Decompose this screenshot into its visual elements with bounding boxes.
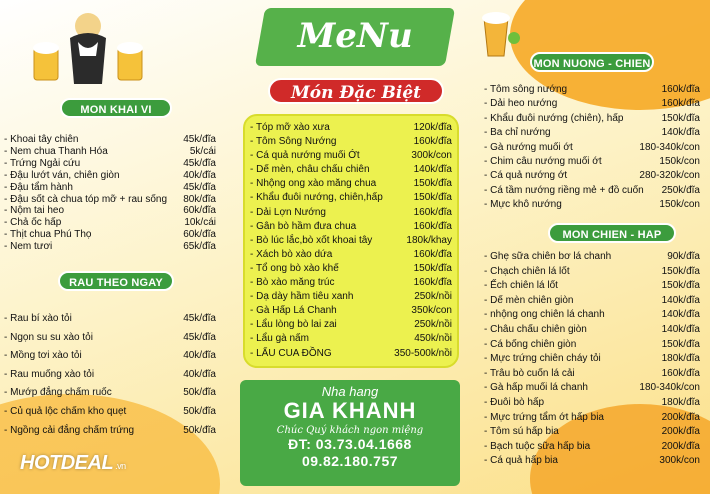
menu-item-name: - Tôm Sông Nướng: [250, 135, 336, 149]
menu-item-price: 45k/đĩa: [183, 134, 216, 145]
menu-item-name: - Tôm sú hấp bia: [484, 425, 559, 440]
menu-item: [484, 279, 700, 294]
menu-item-name: - Ếch chiên lá lốt: [484, 279, 558, 294]
menu-item: [484, 112, 700, 126]
menu-item: [4, 422, 216, 441]
menu-item: [250, 149, 452, 163]
menu-item: [250, 332, 452, 346]
menu-item: [484, 352, 700, 367]
menu-item: [484, 265, 700, 280]
menu-item: [484, 141, 700, 155]
menu-item-name: - Bò xào măng trúc: [250, 276, 334, 290]
menu-item-name: - Tóp mỡ xào xưa: [250, 121, 330, 135]
menu-item-name: - Tôm sông nướng: [484, 83, 567, 97]
menu-item-name: - Gà nướng muối ớt: [484, 141, 573, 155]
menu-item: [250, 262, 452, 276]
menu-item-name: - Trứng Ngải cứu: [4, 158, 80, 170]
menu-item-price: 200k/đĩa: [661, 411, 700, 423]
menu-item-name: - Thịt chua Phú Thọ: [4, 229, 91, 241]
menu-item-price: 180k/khay: [406, 234, 452, 246]
menu-item: [484, 184, 700, 198]
menu-item: [250, 163, 452, 177]
menu-item-name: - Dế mèn, châu chấu chiên: [250, 163, 370, 177]
menu-item-name: - Mực trứng tẩm ớt hấp bia: [484, 411, 604, 426]
menu-item-name: - Chạch chiên lá lốt: [484, 265, 570, 280]
menu-item-price: 60k/đĩa: [183, 229, 216, 241]
menu-item: [484, 425, 700, 440]
beer-glass-icon: [470, 8, 524, 60]
menu-item: [4, 403, 216, 422]
menu-item-name: - Nộm tai heo: [4, 205, 64, 217]
beer-girl-icon: [28, 8, 148, 88]
menu-item-name: - Mực khô nướng: [484, 198, 562, 212]
menu-item-price: 450k/nồi: [414, 333, 452, 345]
menu-item: [4, 329, 216, 348]
menu-item-name: - Rau bí xào tỏi: [4, 310, 72, 329]
menu-item-price: 300k/con: [659, 455, 700, 467]
menu-item-price: 150k/đĩa: [661, 280, 700, 292]
menu-item-name: - nhộng ong chiên lá chanh: [484, 308, 605, 323]
menu-item-price: 50k/đĩa: [183, 387, 216, 399]
menu-item-name: - Khẩu đuôi nướng (chiên), hấp: [484, 112, 623, 126]
menu-item-price: 40k/đĩa: [183, 368, 216, 380]
section-label-chien-hap: MON CHIEN - HAP: [548, 223, 676, 243]
menu-item: [4, 229, 216, 241]
menu-item: [484, 381, 700, 396]
menu-item-price: 40k/đĩa: [183, 350, 216, 362]
menu-item-price: 65k/đĩa: [183, 241, 216, 253]
menu-item-name: - Nem tươi: [4, 241, 52, 253]
khai-vi-list: [4, 134, 216, 253]
menu-item-price: 160k/đĩa: [413, 277, 452, 289]
menu-item-name: - Gà Hấp Lá Chanh: [250, 304, 337, 318]
menu-item-name: - Đậu lướt ván, chiên giòn: [4, 170, 120, 182]
menu-item: [250, 177, 452, 191]
menu-item-price: 250k/nồi: [414, 291, 452, 303]
menu-item: [250, 276, 452, 290]
menu-item-name: - Dạ dày hầm tiêu xanh: [250, 290, 353, 304]
menu-item: [484, 83, 700, 97]
menu-item-price: 150k/đĩa: [661, 265, 700, 277]
menu-item-price: 350-500k/nồi: [394, 347, 452, 359]
menu-item-price: 160k/đĩa: [661, 367, 700, 379]
menu-item-name: - Nem chua Thanh Hóa: [4, 146, 108, 158]
menu-item-price: 45k/đĩa: [183, 331, 216, 343]
menu-item-name: - Bạch tuộc sữa hấp bia: [484, 440, 590, 455]
dac-biet-list: [250, 121, 452, 361]
menu-item: [4, 310, 216, 329]
menu-item-name: - Ngọn su su xào tỏi: [4, 329, 93, 348]
menu-item: [250, 248, 452, 262]
menu-item-price: 150k/con: [659, 156, 700, 168]
menu-item: [4, 146, 216, 158]
menu-item-price: 150k/đĩa: [413, 178, 452, 190]
phone-1: ĐT: 03.73.04.1668: [288, 436, 412, 452]
menu-item-name: - Lẩu gà nấm: [250, 332, 309, 346]
menu-item-name: - Chả ốc hấp: [4, 217, 61, 229]
menu-item: [250, 304, 452, 318]
menu-item-name: - Dải heo nướng: [484, 97, 557, 111]
menu-item-price: 160k/đĩa: [413, 220, 452, 232]
menu-item-name: - Khẩu đuôi nướng, chiên,hấp: [250, 191, 383, 205]
menu-item-price: 200k/đĩa: [661, 440, 700, 452]
menu-item-price: 140k/đĩa: [661, 127, 700, 139]
section-label-khai-vi: MON KHAI VI: [60, 98, 172, 118]
restaurant-name: GIA KHANH: [283, 398, 417, 423]
menu-item-name: - Xách bò xào dứa: [250, 248, 332, 262]
menu-item: [4, 170, 216, 182]
menu-item-price: 140k/đĩa: [413, 164, 452, 176]
menu-item-price: 160k/đĩa: [413, 136, 452, 148]
menu-item-price: 160k/đĩa: [413, 248, 452, 260]
menu-item-price: 140k/đĩa: [661, 309, 700, 321]
menu-item: [250, 220, 452, 234]
menu-item: [484, 155, 700, 169]
menu-item-price: 40k/đĩa: [183, 169, 216, 181]
menu-item: [250, 206, 452, 220]
menu-item: [250, 290, 452, 304]
menu-item: [4, 134, 216, 146]
menu-item: [4, 217, 216, 229]
menu-item-price: 180-340k/con: [639, 382, 700, 394]
menu-item-price: 45k/đĩa: [183, 313, 216, 324]
menu-item-price: 150k/đĩa: [413, 262, 452, 274]
menu-item-price: 45k/đĩa: [183, 157, 216, 169]
menu-item-name: - Châu chấu chiên giòn: [484, 323, 587, 338]
menu-title: MeNu: [297, 16, 413, 56]
menu-item: [250, 121, 452, 135]
menu-item: [4, 241, 216, 253]
special-title: Món Đặc Biệt: [268, 78, 444, 104]
menu-item-price: 150k/đĩa: [661, 112, 700, 124]
menu-item-price: 140k/đĩa: [661, 323, 700, 335]
menu-item-price: 180k/đĩa: [661, 353, 700, 365]
menu-item: [484, 396, 700, 411]
menu-item-name: - Lẩu lòng bò lai zai: [250, 318, 337, 332]
menu-item: [484, 250, 700, 265]
rau-list: [4, 310, 216, 440]
menu-item-price: 180-340k/con: [639, 141, 700, 153]
section-label-nuong: MON NUONG - CHIEN: [530, 52, 654, 72]
menu-item: [4, 347, 216, 366]
menu-item-name: - Cá tầm nướng riềng mẻ + đồ cuốn: [484, 184, 644, 198]
menu-item-name: - Cá quả nướng muối Ớt: [250, 149, 360, 163]
menu-item-price: 80k/đĩa: [183, 193, 216, 205]
menu-item-price: 50k/đĩa: [183, 424, 216, 436]
menu-item-price: 160k/đĩa: [661, 84, 700, 95]
menu-item-price: 160k/đĩa: [661, 98, 700, 110]
chien-hap-list: [484, 250, 700, 469]
menu-item: [250, 347, 452, 361]
menu-item-name: - Củ quả lộc chấm kho quẹt: [4, 403, 126, 422]
menu-item-name: - Mồng tơi xào tỏi: [4, 347, 82, 366]
menu-item: [484, 323, 700, 338]
menu-item-name: - Ngồng cải đắng chấm trứng: [4, 422, 134, 441]
menu-item-price: 250k/nồi: [414, 319, 452, 331]
menu-title-banner: [255, 8, 455, 66]
menu-item: [4, 158, 216, 170]
restaurant-heading: Nha hang: [321, 384, 379, 399]
menu-item: [484, 440, 700, 455]
menu-item-name: - Đậu tẩm hành: [4, 182, 73, 194]
menu-item: [484, 367, 700, 382]
menu-item-price: 60k/đĩa: [183, 205, 216, 217]
menu-item-price: 150k/con: [659, 199, 700, 211]
menu-item-name: - Chim câu nướng muối ớt: [484, 155, 602, 169]
menu-item-price: 120k/đĩa: [413, 122, 452, 133]
menu-item-name: - Ba chỉ nướng: [484, 126, 551, 140]
menu-item-price: 90k/đĩa: [667, 251, 700, 262]
menu-item: [4, 182, 216, 194]
menu-item: [484, 169, 700, 183]
section-label-rau: RAU THEO NGAY: [58, 271, 174, 291]
menu-item-name: - Khoai tây chiên: [4, 134, 79, 146]
menu-item-name: - Đuôi bò hấp: [484, 396, 544, 411]
menu-item: [484, 294, 700, 309]
watermark: HOTDEAL .vn: [20, 452, 126, 474]
menu-item-price: 350k/con: [411, 305, 452, 317]
menu-item: [250, 191, 452, 205]
menu-item-price: 10k/cái: [184, 217, 216, 229]
phone-2: 09.82.180.757: [301, 453, 399, 469]
restaurant-slogan: Chúc Quý khách ngon miệng: [276, 425, 424, 436]
menu-item: [484, 308, 700, 323]
menu-item-name: - Cá bống chiên giòn: [484, 338, 576, 353]
menu-item-name: - Trâu bò cuốn lá cải: [484, 367, 575, 382]
menu-item: [484, 338, 700, 353]
menu-item: [484, 126, 700, 140]
menu-item-price: 180k/đĩa: [661, 396, 700, 408]
menu-item-name: - Dải Lợn Nướng: [250, 206, 326, 220]
menu-item: [4, 366, 216, 385]
menu-item: [250, 234, 452, 248]
menu-item-price: 200k/đĩa: [661, 426, 700, 438]
menu-item-name: - Đậu sốt cà chua tóp mỡ + rau sống: [4, 194, 167, 206]
menu-item-name: - Bò lúc lắc,bò xốt khoai tây: [250, 234, 372, 248]
menu-item-name: - Gà hấp muối lá chanh: [484, 381, 588, 396]
menu-item-name: - Gân bò hầm đưa chua: [250, 220, 356, 234]
menu-item: [250, 318, 452, 332]
menu-item: [4, 194, 216, 206]
menu-item-name: - Ghẹ sữa chiên bơ lá chanh: [484, 250, 611, 265]
menu-item-name: - Rau muống xào tỏi: [4, 366, 94, 385]
menu-item-price: 250k/đĩa: [661, 184, 700, 196]
menu-item-price: 300k/con: [411, 150, 452, 162]
menu-item-name: - Mực trứng chiên cháy tỏi: [484, 352, 601, 367]
menu-item-price: 50k/đĩa: [183, 405, 216, 417]
nuong-list: [484, 83, 700, 213]
menu-item: [4, 384, 216, 403]
menu-item-price: 150k/đĩa: [661, 338, 700, 350]
menu-item: [484, 454, 700, 469]
menu-item-price: 280-320k/con: [639, 170, 700, 182]
menu-item-price: 160k/đĩa: [413, 206, 452, 218]
menu-item-name: - Cá quả nướng ớt: [484, 169, 567, 183]
menu-item-price: 140k/đĩa: [661, 294, 700, 306]
menu-item-name: - Tổ ong bò xào khế: [250, 262, 339, 276]
menu-item-price: 5k/cái: [189, 145, 216, 157]
menu-item-price: 45k/đĩa: [183, 181, 216, 193]
menu-item: [484, 97, 700, 111]
menu-item: [250, 135, 452, 149]
restaurant-info: [240, 380, 460, 486]
menu-item-name: - LẨU CUA ĐỒNG: [250, 347, 332, 361]
menu-item: [484, 198, 700, 212]
menu-item-price: 150k/đĩa: [413, 192, 452, 204]
menu-item: [484, 411, 700, 426]
menu-item-name: - Cá quả hấp bia: [484, 454, 558, 469]
menu-item-name: - Nhộng ong xào măng chua: [250, 177, 376, 191]
menu-item-name: - Dế mèn chiên giòn: [484, 294, 574, 309]
menu-item-name: - Mướp đắng chấm ruốc: [4, 384, 112, 403]
menu-item: [4, 205, 216, 217]
